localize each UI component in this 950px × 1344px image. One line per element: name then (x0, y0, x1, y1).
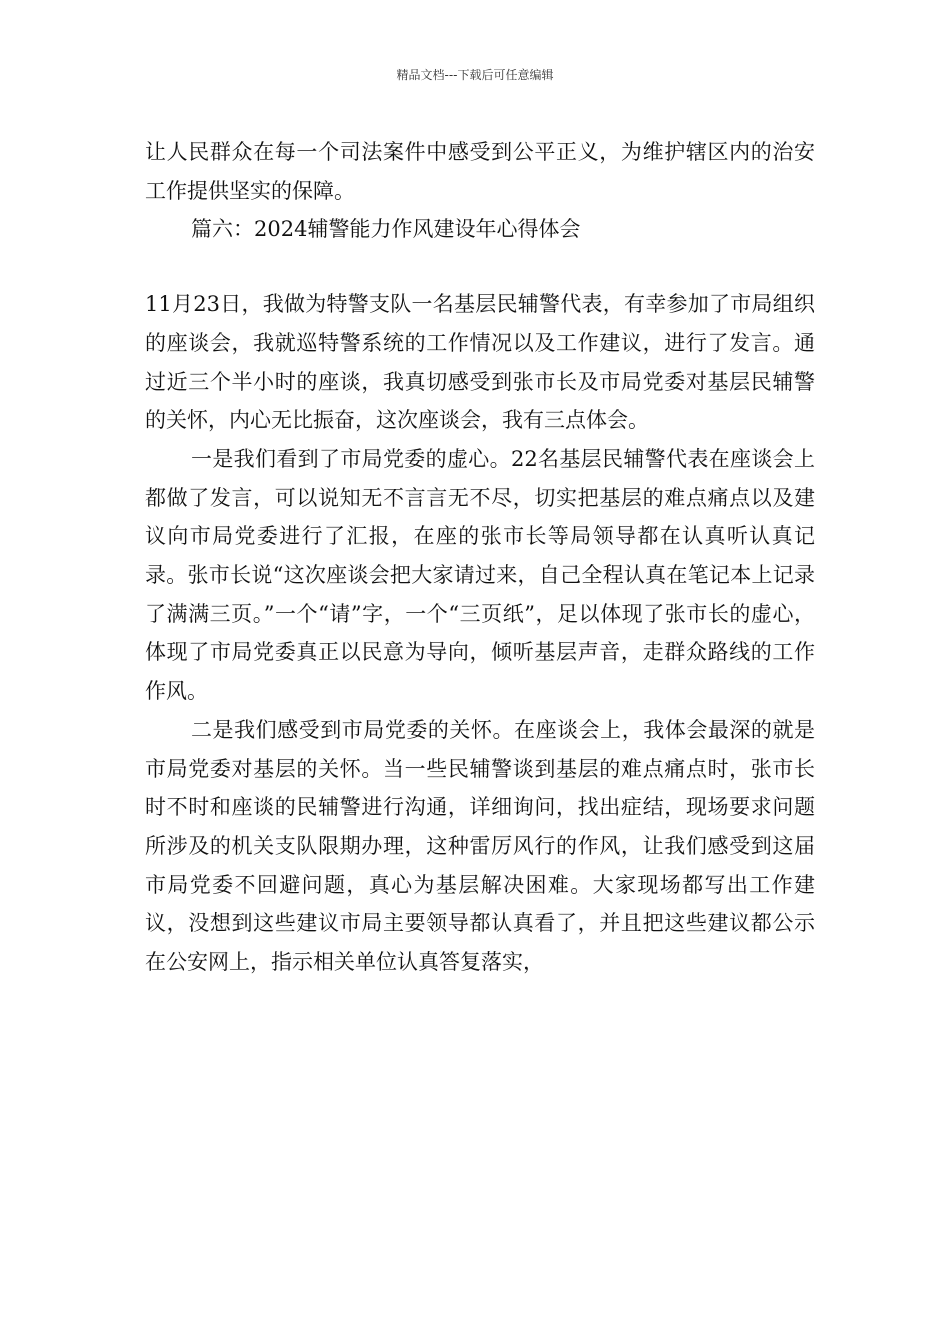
page-header: 精品文档---下载后可任意编辑 (396, 68, 554, 82)
blank-line (145, 249, 815, 285)
paragraph-3: 二是我们感受到市局党委的关怀。在座谈会上，我体会最深的就是市局党委对基层的关怀。当一些民辅警谈到基层的难点痛点时，张市长时不时和座谈的民辅警进行沟通，详细询问，找出症结，现场要求问题所涉及的机关支队限期办理，这种雷厉风行的作风，让我们感受到这届市局党委不回避问题，真心为基层解决困难。大家现场都写出工作建议，没想到这些建议市局主要领导都认真看了，并且把这些建议都公示在公安网上，指示相关单位认真答复落实， (145, 717, 815, 975)
section-heading: 篇六：2024辅警能力作风建设年心得体会 (191, 217, 581, 242)
document-body (145, 133, 815, 982)
paragraph-2: 一是我们看到了市局党委的虚心。22名基层民辅警代表在座谈会上都做了发言，可以说知无不言言无不尽，切实把基层的难点痛点以及建议向市局党委进行了汇报，在座的张市长等局领导都在认真听认真记录。张市长说“这次座谈会把大家请过来，自己全程认真在笔记本上记录了满满三页。”一个“请”字，一个“三页纸”，足以体现了张市长的虚心，体现了市局党委真正以民意为导向，倾听基层声音，走群众路线的工作作风。 (145, 446, 815, 704)
paragraph-1: 11月23日，我做为特警支队一名基层民辅警代表，有幸参加了市局组织的座谈会，我就巡特警系统的工作情况以及工作建议，进行了发言。通过近三个半小时的座谈，我真切感受到张市长及市局党委对基层民辅警的关怀，内心无比振奋，这次座谈会，我有三点体会。 (145, 292, 815, 433)
paragraph-continuation: 让人民群众在每一个司法案件中感受到公平正义，为维护辖区内的治安工作提供坚实的保障。 (145, 140, 815, 203)
